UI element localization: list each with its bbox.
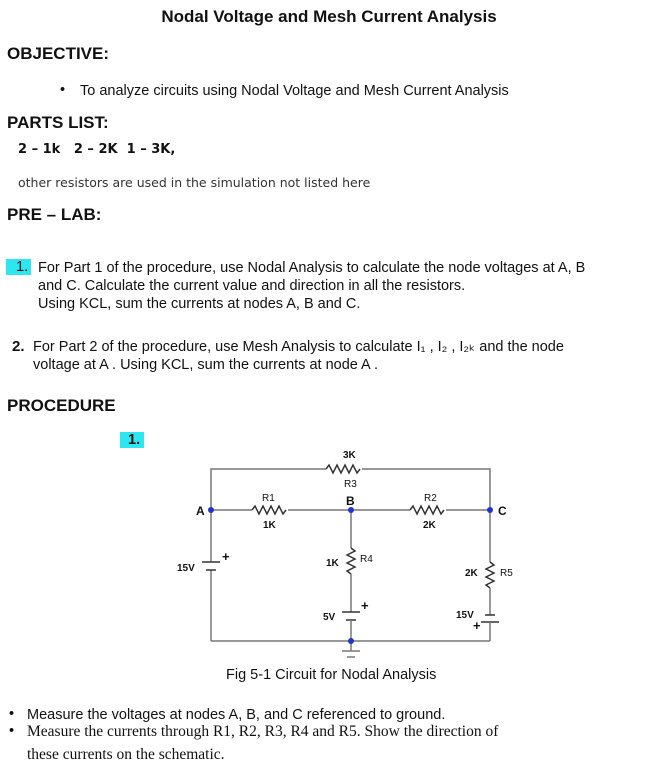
prelab-item-1-line: and C. Calculate the current value and direction in all the resistors. bbox=[38, 278, 466, 294]
resistor-r3 bbox=[326, 465, 360, 473]
prelab-heading: PRE – LAB: bbox=[7, 205, 102, 224]
v2-plus: + bbox=[361, 598, 369, 613]
resistor-r1 bbox=[252, 506, 286, 514]
node-b-label: B bbox=[346, 494, 355, 508]
procedure-bullet-2: Measure the currents through R1, R2, R3, R4 and R5. Show the direction of bbox=[27, 723, 499, 740]
procedure-bullet-2-cont: these currents on the schematic. bbox=[27, 746, 225, 763]
parts-list-note: other resistors are used in the simulation not listed here bbox=[18, 175, 371, 190]
resistor-r5 bbox=[486, 562, 494, 588]
bullet: • bbox=[9, 723, 15, 739]
prelab-item-1-line: Using KCL, sum the currents at nodes A, B and C. bbox=[38, 296, 361, 312]
r4-name: R4 bbox=[360, 554, 373, 565]
procedure-bullet-1: Measure the voltages at nodes A, B, and C referenced to ground. bbox=[27, 707, 446, 723]
resistor-r2 bbox=[410, 506, 444, 514]
r5-value: 2K bbox=[465, 568, 478, 579]
resistor-r4 bbox=[347, 548, 355, 574]
r2-value: 2K bbox=[423, 520, 436, 531]
prelab-item-2-number: 2. bbox=[12, 338, 25, 355]
figure-caption: Fig 5-1 Circuit for Nodal Analysis bbox=[226, 667, 437, 683]
node-c-dot bbox=[487, 507, 493, 513]
objective-item: To analyze circuits using Nodal Voltage and Mesh Current Analysis bbox=[80, 83, 509, 99]
parts-list-heading: PARTS LIST: bbox=[7, 113, 109, 132]
node-a-label: A bbox=[196, 504, 205, 518]
objective-bullet: • bbox=[60, 82, 66, 98]
v1-label: 15V bbox=[177, 563, 195, 574]
node-c-label: C bbox=[498, 504, 507, 518]
r4-value: 1K bbox=[326, 558, 339, 569]
objective-heading: OBJECTIVE: bbox=[7, 44, 110, 63]
bullet: • bbox=[9, 706, 15, 722]
r3-name: R3 bbox=[344, 479, 357, 490]
r2-name: R2 bbox=[424, 493, 437, 504]
prelab-item-1-line: For Part 1 of the procedure, use Nodal Analysis to calculate the node voltages at A, B bbox=[38, 260, 586, 276]
procedure-heading: PROCEDURE bbox=[7, 396, 116, 415]
v2-label: 5V bbox=[323, 612, 336, 623]
node-a-dot bbox=[208, 507, 214, 513]
procedure-step-number: 1. bbox=[120, 432, 144, 448]
r5-name: R5 bbox=[500, 568, 513, 579]
prelab-item-2-line: For Part 2 of the procedure, use Mesh Analysis to calculate I₁ , I₂ , I₂ₖ and the node bbox=[33, 339, 564, 355]
v1-plus: + bbox=[222, 549, 230, 564]
ground-node-dot bbox=[348, 638, 354, 644]
v3-plus: + bbox=[473, 618, 481, 633]
r3-value: 3K bbox=[343, 450, 356, 461]
r1-value: 1K bbox=[263, 520, 276, 531]
parts-list-items: 2 – 1k 2 – 2K 1 – 3K, bbox=[18, 142, 176, 157]
v3-label: 15V bbox=[456, 610, 474, 621]
page-title: Nodal Voltage and Mesh Current Analysis bbox=[161, 7, 497, 26]
prelab-item-1-number: 1. bbox=[6, 259, 31, 275]
r1-name: R1 bbox=[262, 493, 275, 504]
prelab-item-2-line: voltage at A . Using KCL, sum the currents at node A . bbox=[33, 357, 378, 373]
